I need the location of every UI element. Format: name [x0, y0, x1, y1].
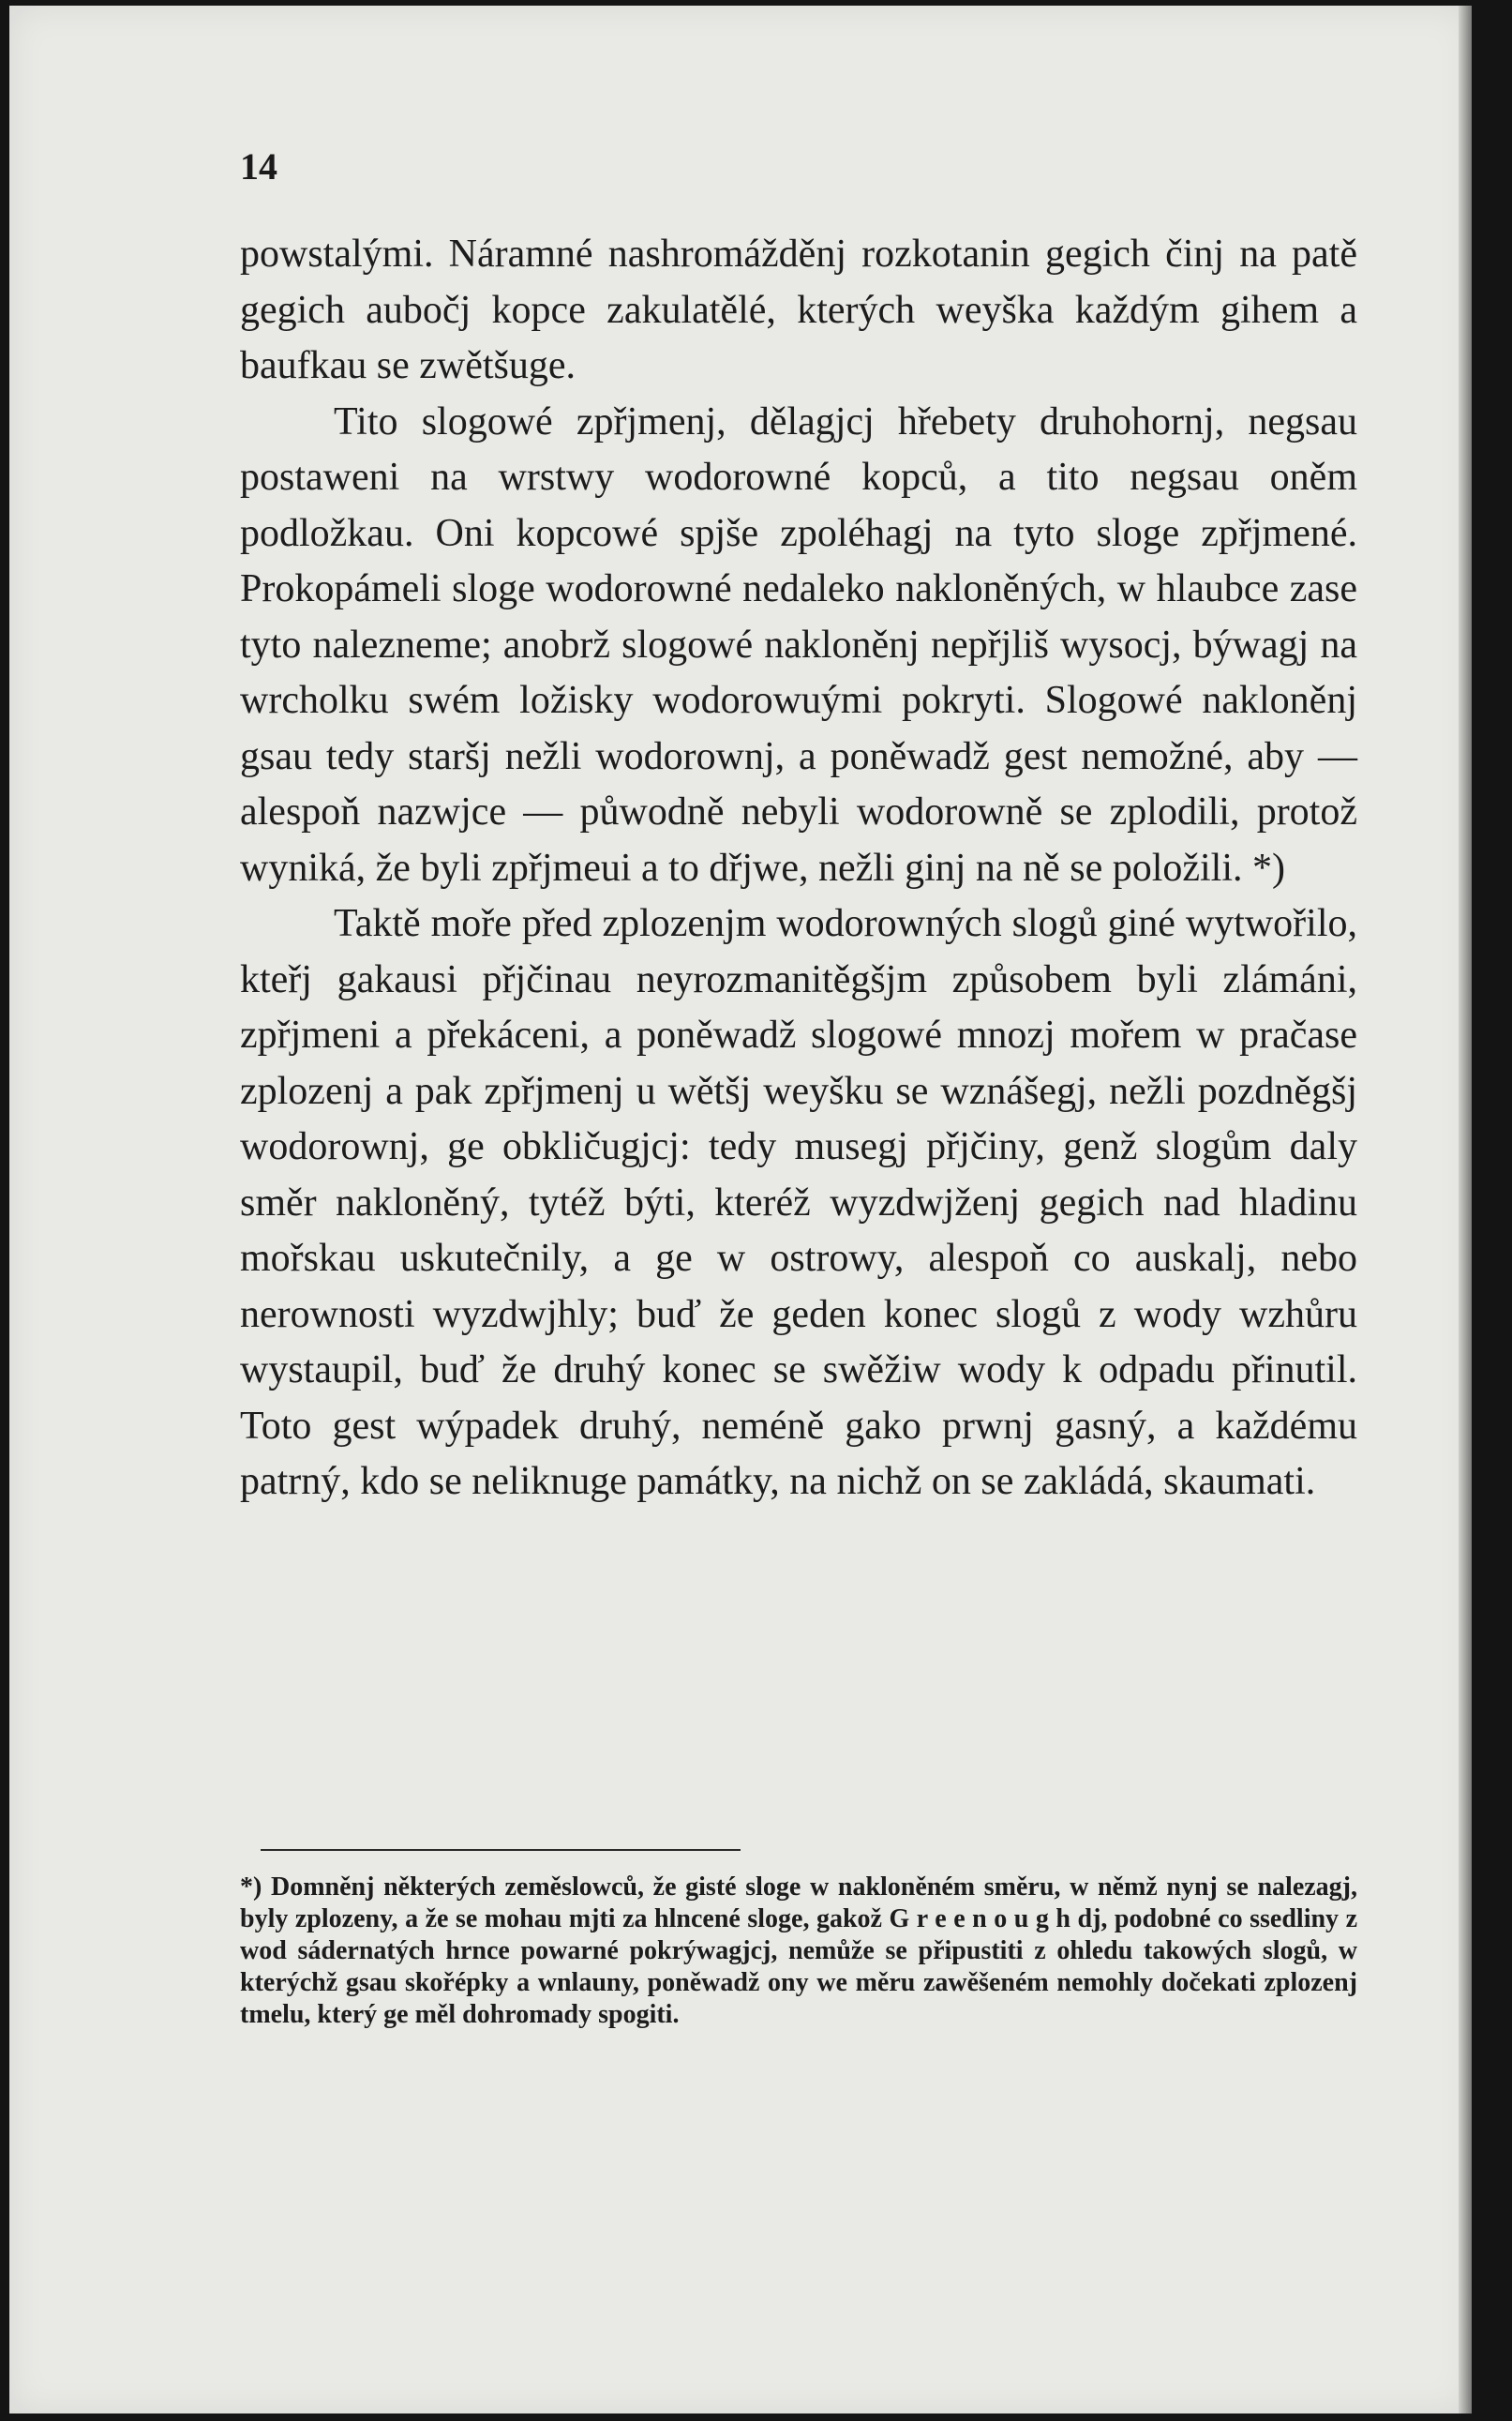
paragraph-3: Taktě moře před zplozenjm wodorowných slogů giné wytwořilo, kteřj gakausi přjčinau neyrozmanitěgšjm způsobem byli zlámáni, zpřjmeni a překáceni, a poněwadž slogowé mnozj mořem w pračase zplozenj a pak zpřjmenj u wětšj weyšku se wznášegj, nežli pozdněgšj wodorownj, ge obkličugjcj: tedy musegj přjčiny, genž slogům daly směr nakloněný, tytéž býti, kteréž wyzdwjženj gegich nad hladinu mořskau uskutečnily, a ge w ostrowy, alespoň co auskalj, nebo nerownosti wyzdwjhly; buď že geden konec slogů z wody wzhůru wystaupil, buď že druhý konec se swěžiw wody k odpadu přinutil. Toto gest wýpadek druhý, neméně gako prwnj gasný, a každému patrný, kdo se neliknuge památky, na nichž on se zakládá, skaumati. [240, 902, 1357, 1503]
body-text [240, 227, 1357, 1511]
paragraph-1: powstalými. Náramné nashromážděnj rozkotanin gegich činj na patě gegich aubočj kopce zakulatělé, kterých weyška každým gihem a baufkau se zwětšuge. [240, 233, 1357, 387]
footnote [240, 1872, 1357, 2031]
page-edge-shadow [1459, 6, 1472, 2413]
page-number: 14 [240, 145, 277, 188]
paragraph-2: Tito slogowé zpřjmenj, dělagjcj hřebety druhohornj, negsau postaweni na wrstwy wodorowné kopců, a tito negsau oněm podložkau. Oni kopcowé spjše zpoléhagj na tyto sloge zpřjmené. Prokopámeli sloge wodorowné nedaleko nakloněných, w hlaubce zase tyto nalezneme; anobrž slogowé nakloněnj nepřjliš wysocj, býwagj na wrcholku swém ložisky wodorowuými pokryti. Slogowé nakloněnj gsau tedy staršj nežli wodorownj, a poněwadž gest nemožné, aby — alespoň nazwjce — půwodně nebyli wodorowně se zplodili, protož wyniká, že byli zpřjmeui a to dřjwe, nežli ginj na ně se položili. *) [240, 399, 1357, 890]
footnote-divider [261, 1849, 741, 1851]
book-page [9, 6, 1472, 2413]
footnote-text: *) Domněnj některých zeměslowců, že gisté sloge w nakloněném směru, w němž nynj se nalezagj, byly zplozeny, a že se mohau mjti za hlncené sloge, gakož G r e e n o u g h dj, podobné co ssedliny z wod sádernatých hrnce powarné pokrýwagjcj, nemůže se připustiti z ohledu takowých slogů, w kterýchž gsau skořépky a wnlauny, poněwadž ony we měru zawěšeném nemohly dočekati zplozenj tmelu, který ge měl dohromady spogiti. [240, 1872, 1357, 2029]
